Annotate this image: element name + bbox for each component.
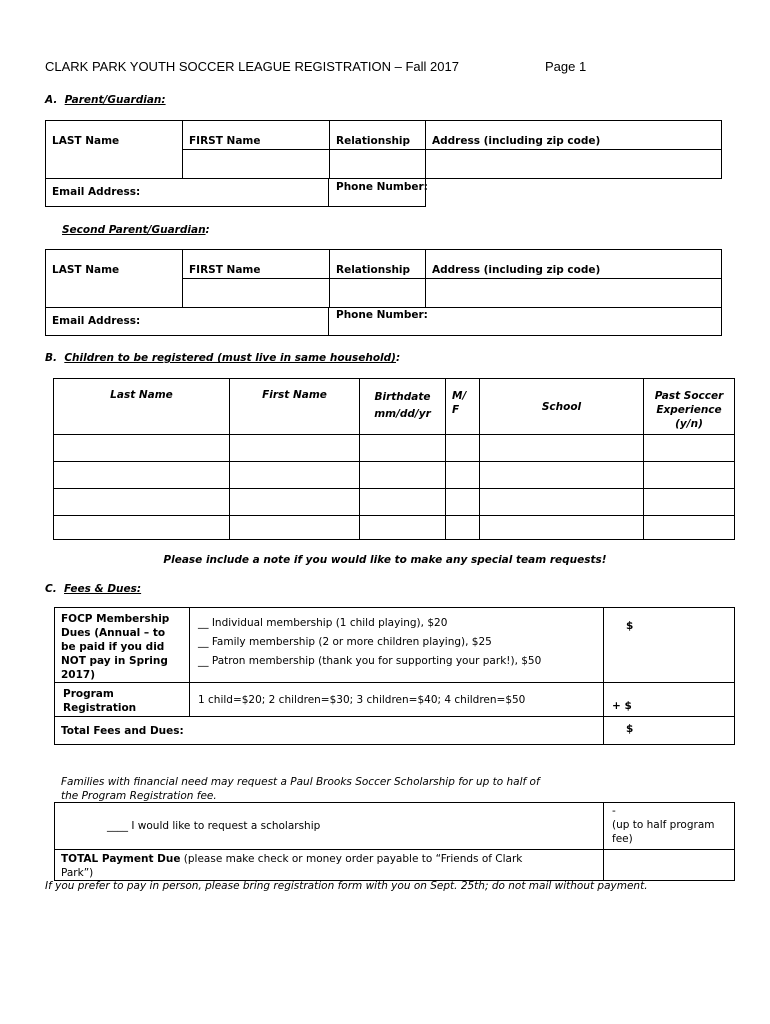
relationship-field[interactable]	[330, 150, 426, 179]
total-payment-label: TOTAL Payment Due (please make check or money order payable to “Friends of Clark Park”)	[55, 850, 604, 881]
first-name-label: FIRST Name	[183, 121, 330, 150]
cell[interactable]	[54, 462, 230, 489]
cell[interactable]	[360, 489, 446, 516]
last-name-label-2: LAST Name	[52, 264, 120, 276]
cell[interactable]	[230, 516, 360, 540]
program-amount: + $	[612, 700, 632, 712]
last-name-field[interactable]	[46, 121, 183, 179]
cell[interactable]	[230, 435, 360, 462]
cell[interactable]	[54, 516, 230, 540]
focp-amount: $	[626, 620, 634, 632]
scholarship-table	[54, 802, 735, 881]
cell[interactable]	[360, 462, 446, 489]
first-name-field-2[interactable]	[183, 279, 330, 308]
page-number: Page 1	[545, 59, 587, 74]
phone-label: Phone Number:	[336, 181, 428, 193]
cell[interactable]	[230, 462, 360, 489]
relationship-label-2: Relationship	[330, 250, 426, 279]
divider	[328, 307, 329, 336]
total-fees-field[interactable]	[604, 717, 735, 745]
section-a-heading: A. Parent/Guardian:	[45, 94, 166, 106]
table-row	[54, 489, 735, 516]
col-birthdate: Birthdate mm/dd/yr	[360, 379, 446, 435]
cell[interactable]	[54, 435, 230, 462]
address-field-2[interactable]	[426, 279, 722, 308]
cell[interactable]	[644, 435, 735, 462]
address-label: Address (including zip code)	[426, 121, 722, 150]
payment-footer-note: If you prefer to pay in person, please bring registration form with you on Sept. 25th; do not mail without payment.	[45, 880, 648, 892]
total-payment-field[interactable]	[604, 850, 735, 881]
program-amount-field[interactable]	[604, 683, 735, 717]
cell[interactable]	[644, 516, 735, 540]
second-parent-table	[45, 249, 722, 336]
last-name-field-2[interactable]	[46, 250, 183, 308]
email-label: Email Address:	[52, 186, 141, 198]
relationship-field-2[interactable]	[330, 279, 426, 308]
program-label: Program Registration	[55, 683, 190, 717]
focp-label: FOCP Membership Dues (Annual – to be paid if you did NOT pay in Spring 2017)	[55, 608, 190, 683]
total-fees-label: Total Fees and Dues:	[55, 717, 604, 745]
fees-table	[54, 607, 735, 745]
form-title: CLARK PARK YOUTH SOCCER LEAGUE REGISTRATION – Fall 2017	[45, 59, 459, 74]
total-fees-amount: $	[626, 723, 634, 735]
cell[interactable]	[360, 435, 446, 462]
cell[interactable]	[446, 516, 480, 540]
first-name-field[interactable]	[183, 150, 330, 179]
first-name-label-2: FIRST Name	[183, 250, 330, 279]
patron-membership-option[interactable]: __ Patron membership (thank you for supporting your park!), $50	[198, 655, 542, 667]
col-first-name: First Name	[230, 379, 360, 435]
cell[interactable]	[644, 462, 735, 489]
address-label-2: Address (including zip code)	[426, 250, 722, 279]
table-row	[54, 435, 735, 462]
team-request-note: Please include a note if you would like to make any special team requests!	[163, 554, 607, 566]
individual-membership-option[interactable]: __ Individual membership (1 child playing), $20	[198, 617, 448, 629]
cell[interactable]	[360, 516, 446, 540]
second-parent-heading: Second Parent/Guardian:	[62, 224, 210, 236]
address-field[interactable]	[426, 150, 722, 179]
table-row	[54, 516, 735, 540]
family-membership-option[interactable]: __ Family membership (2 or more children playing), $25	[198, 636, 492, 648]
cell[interactable]	[480, 489, 644, 516]
half-fee-field[interactable]: - (up to half program fee)	[604, 803, 735, 850]
last-name-label: LAST Name	[52, 135, 120, 147]
scholarship-note: Families with financial need may request a Paul Brooks Soccer Scholarship for up to half of the Program Registration fee.	[61, 776, 540, 802]
cell[interactable]	[446, 462, 480, 489]
email-label-2: Email Address:	[52, 315, 141, 327]
divider	[328, 178, 329, 207]
program-rates: 1 child=$20; 2 children=$30; 3 children=$40; 4 children=$50	[190, 683, 604, 717]
cell[interactable]	[480, 516, 644, 540]
col-school: School	[480, 379, 644, 435]
section-c-heading: C. Fees & Dues:	[45, 583, 142, 595]
col-last-name: Last Name	[54, 379, 230, 435]
col-mf: M/ F	[446, 379, 480, 435]
col-experience: Past Soccer Experience (y/n)	[644, 379, 735, 435]
cell[interactable]	[480, 435, 644, 462]
table-row	[54, 462, 735, 489]
cell[interactable]	[446, 489, 480, 516]
cell[interactable]	[644, 489, 735, 516]
focp-amount-field[interactable]	[604, 608, 735, 683]
relationship-label: Relationship	[330, 121, 426, 150]
focp-options	[190, 608, 604, 683]
section-b-heading: B. Children to be registered (must live in same household):	[45, 352, 401, 364]
cell[interactable]	[480, 462, 644, 489]
cell[interactable]	[230, 489, 360, 516]
children-table	[53, 378, 735, 540]
cell[interactable]	[446, 435, 480, 462]
phone-label-2: Phone Number:	[336, 309, 428, 321]
scholarship-request[interactable]: ____ I would like to request a scholarship	[55, 803, 604, 850]
cell[interactable]	[54, 489, 230, 516]
parent-table	[45, 120, 722, 207]
